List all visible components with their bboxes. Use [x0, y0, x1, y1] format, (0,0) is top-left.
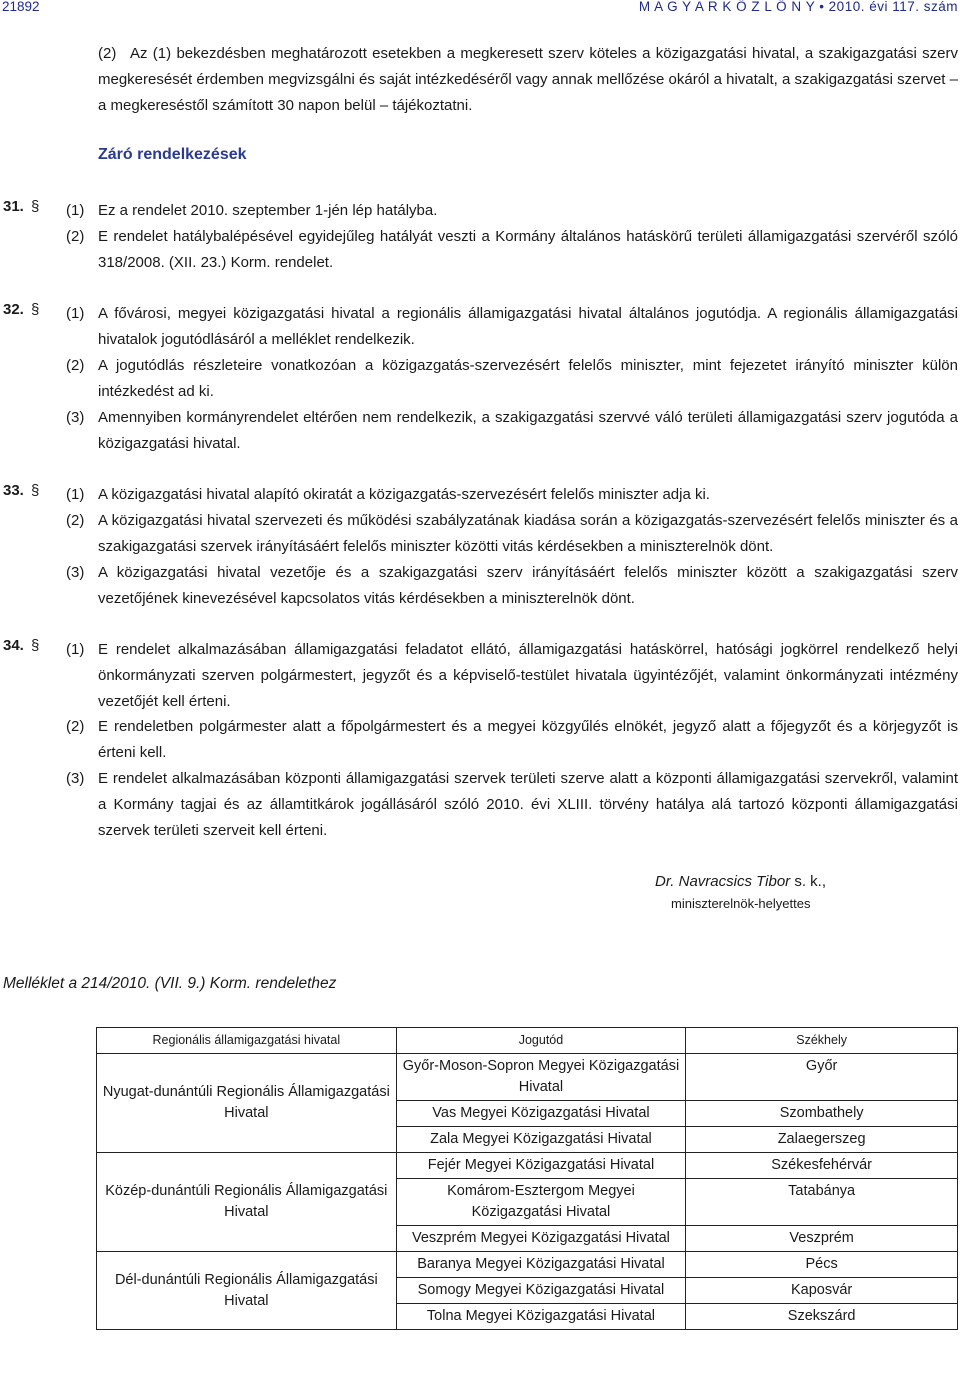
section-symbol: §	[31, 482, 40, 499]
journal-title: M A G Y A R K Ö Z L Ö N Y • 2010. évi 117. szám	[638, 0, 958, 14]
seat-cell: Szombathely	[686, 1101, 958, 1127]
seat-cell: Tatabánya	[686, 1179, 958, 1226]
paragraph	[66, 508, 958, 560]
paragraph-label: (1)	[66, 641, 85, 658]
paragraph-label: (3)	[66, 770, 85, 787]
successor-cell: Komárom-Esztergom Megyei Közigazgatási Hivatal	[396, 1179, 686, 1226]
paragraph-label: (2)	[66, 718, 85, 735]
table-row	[97, 1252, 958, 1278]
section-heading: Záró rendelkezések	[98, 146, 247, 163]
successor-cell: Somogy Megyei Közigazgatási Hivatal	[396, 1278, 686, 1304]
paragraph-text: A fővárosi, megyei közigazgatási hivatal a regionális államigazgatási hivatal általános jogutódja. A regionális államigazgatási hivatalok jogutódlásáról a melléklet rendelkezik.	[98, 305, 958, 348]
paragraph	[66, 637, 958, 715]
paragraph	[66, 224, 958, 276]
page-header	[0, 0, 960, 16]
annex-table	[96, 1027, 958, 1330]
paragraph-text: A közigazgatási hivatal alapító okiratát a közigazgatás-szervezésért felelős miniszter adja ki.	[98, 486, 710, 503]
paragraph	[66, 198, 958, 224]
section-symbol: §	[31, 198, 40, 215]
paragraph-label: (2)	[66, 357, 85, 374]
seat-cell: Székesfehérvár	[686, 1153, 958, 1179]
seat-cell: Győr	[686, 1054, 958, 1101]
section-number: 32.	[3, 301, 24, 318]
column-header: Regionális államigazgatási hivatal	[97, 1028, 397, 1054]
paragraph	[66, 766, 958, 844]
column-header: Jogutód	[396, 1028, 686, 1054]
paragraph-text: E rendelet alkalmazásában államigazgatási feladatot ellátó, államigazgatási hatáskörrel, hatósági jogkörrel rendelkező helyi önkormányzati szerven polgármestert, jegyzőt és a képviselő-testület hivatala ügyintézőjét, valamint önkormányzati intézmény vezetőjét kell érteni.	[98, 641, 958, 710]
region-cell: Nyugat-dunántúli Regionális Államigazgatási Hivatal	[97, 1054, 397, 1153]
section-symbol: §	[31, 637, 40, 654]
section-symbol: §	[31, 301, 40, 318]
section-number: 31.	[3, 198, 24, 215]
paragraph-label: (2)	[66, 512, 85, 529]
successor-cell: Veszprém Megyei Közigazgatási Hivatal	[396, 1226, 686, 1252]
region-cell: Dél-dunántúli Regionális Államigazgatási Hivatal	[97, 1252, 397, 1330]
successor-cell: Győr-Moson-Sopron Megyei Közigazgatási Hivatal	[396, 1054, 686, 1101]
seat-cell: Pécs	[686, 1252, 958, 1278]
table-row	[97, 1054, 958, 1101]
section-number: 33.	[3, 482, 24, 499]
signer-suffix: s. k.,	[790, 873, 827, 890]
successor-cell: Fejér Megyei Közigazgatási Hivatal	[396, 1153, 686, 1179]
signature-title: miniszterelnök-helyettes	[671, 896, 811, 911]
successor-cell: Tolna Megyei Közigazgatási Hivatal	[396, 1304, 686, 1330]
paragraph	[66, 353, 958, 405]
paragraph	[66, 301, 958, 353]
table-row	[97, 1153, 958, 1179]
seat-cell: Zalaegerszeg	[686, 1127, 958, 1153]
paragraph-text: A jogutódlás részleteire vonatkozóan a közigazgatás-szervezésért felelős miniszter, mint fejezetet irányító miniszter külön intézkedést ad ki.	[98, 357, 958, 400]
section-number: 34.	[3, 637, 24, 654]
paragraph-text: E rendeletben polgármester alatt a főpolgármestert és a megyei közgyűlés elnökét, jegyző alatt a főjegyzőt és a körjegyzőt is érteni kell.	[98, 718, 958, 761]
page-number: 21892	[2, 0, 40, 14]
paragraph-label: (3)	[66, 564, 85, 581]
paragraph-label: (1)	[66, 486, 85, 503]
paragraph-label: (3)	[66, 409, 85, 426]
paragraph-text: Ez a rendelet 2010. szeptember 1-jén lép hatályba.	[98, 202, 438, 219]
paragraph-text: A közigazgatási hivatal szervezeti és működési szabályzatának kiadása során a közigazgatás-szervezésért felelős miniszter és a szakigazgatási szervek irányításáért felelős miniszter közötti vitás kérdésekben a miniszterelnök dönt.	[98, 512, 958, 555]
paragraph-label: (2)	[66, 228, 85, 245]
seat-cell: Veszprém	[686, 1226, 958, 1252]
successor-cell: Vas Megyei Közigazgatási Hivatal	[396, 1101, 686, 1127]
successor-cell: Zala Megyei Közigazgatási Hivatal	[396, 1127, 686, 1153]
intro-paragraph	[98, 41, 958, 119]
paragraph-text: Amennyiben kormányrendelet eltérően nem rendelkezik, a szakigazgatási szervvé váló területi államigazgatási szerv jogutóda a közigazgatási hivatal.	[98, 409, 958, 452]
paragraph	[66, 560, 958, 612]
table-header-row	[97, 1028, 958, 1054]
region-cell: Közép-dunántúli Regionális Államigazgatási Hivatal	[97, 1153, 397, 1252]
paragraph-label: (1)	[66, 202, 85, 219]
paragraph-label: (2)	[98, 45, 117, 62]
seat-cell: Szekszárd	[686, 1304, 958, 1330]
paragraph	[66, 405, 958, 457]
annex-title: Melléklet a 214/2010. (VII. 9.) Korm. rendelethez	[3, 975, 337, 992]
column-header: Székhely	[686, 1028, 958, 1054]
paragraph-label: (1)	[66, 305, 85, 322]
paragraph-text: A közigazgatási hivatal vezetője és a szakigazgatási szerv irányításáért felelős miniszter között a szakigazgatási szerv vezetőjének kinevezésével kapcsolatos vitás kérdésekben a miniszterelnök dönt.	[98, 564, 958, 607]
paragraph-text: Az (1) bekezdésben meghatározott esetekben a megkeresett szerv köteles a közigazgatási hivatal, a szakigazgatási szerv megkeresését érdemben megvizsgálni és saját intézkedéséről vagy annak mellőzése okáról a hivatalt, a szakigazgatási szervet – a megkereséstől számított 30 napon belül – tájékoztatni.	[98, 45, 958, 114]
paragraph	[66, 482, 958, 508]
successor-cell: Baranya Megyei Közigazgatási Hivatal	[396, 1252, 686, 1278]
paragraph	[66, 714, 958, 766]
signature-name	[655, 873, 826, 890]
signer-name: Dr. Navracsics Tibor	[655, 873, 791, 890]
seat-cell: Kaposvár	[686, 1278, 958, 1304]
paragraph-text: E rendelet alkalmazásában központi államigazgatási szervek területi szerve alatt a központi államigazgatási szervekről, valamint a Kormány tagjai és az államtitkárok jogállásáról szóló 2010. évi XLIII. törvény hatálya alá tartozó központi államigazgatási szervek területi szerveit kell érteni.	[98, 770, 958, 839]
paragraph-text: E rendelet hatálybalépésével egyidejűleg hatályát veszti a Kormány általános hatáskörű területi államigazgatási szervéről szóló 318/2008. (XII. 23.) Korm. rendelet.	[98, 228, 958, 271]
